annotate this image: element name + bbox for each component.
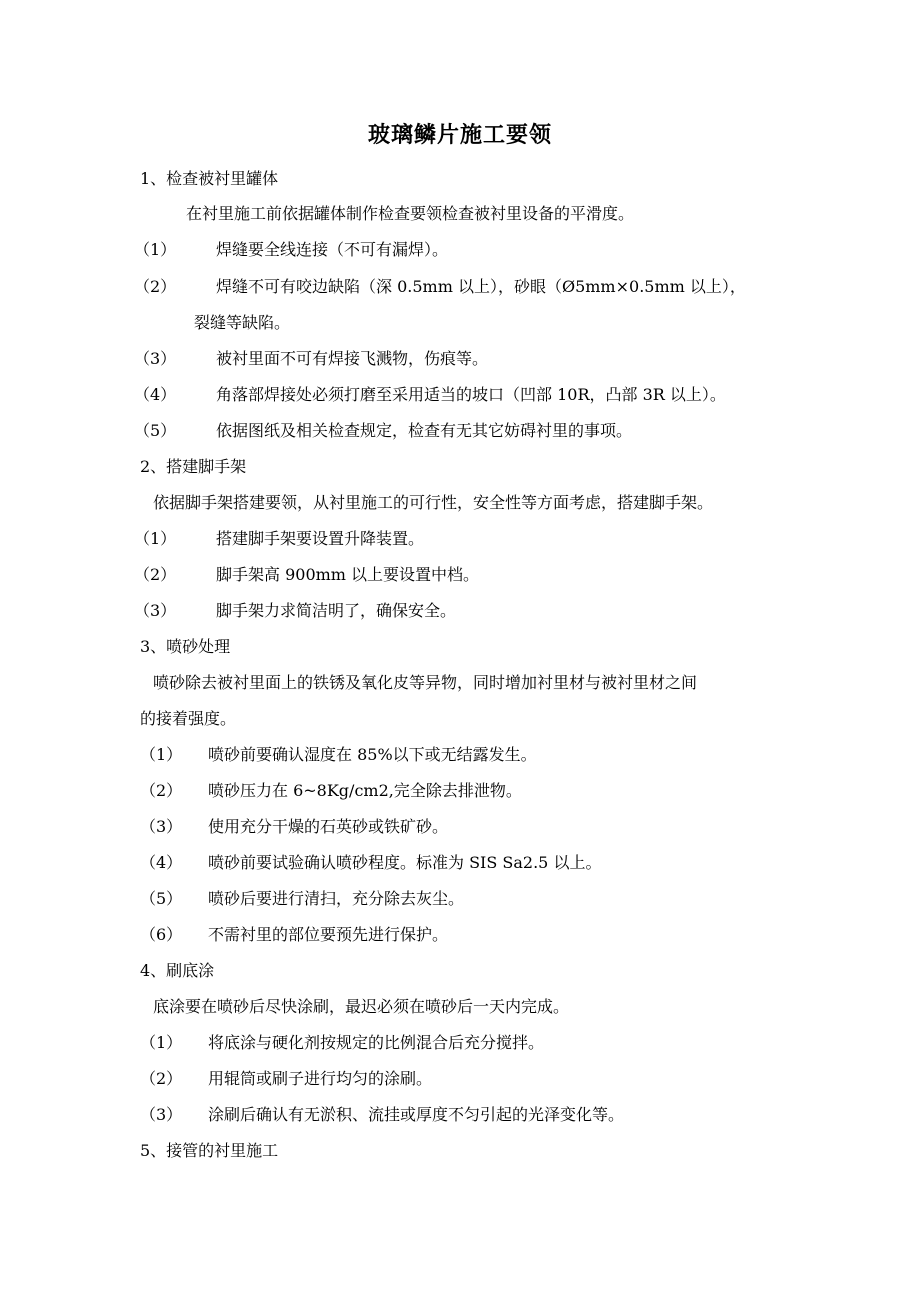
section-3-item-1-text: 喷砂前要确认湿度在 85%以下或无结露发生。 (208, 745, 537, 764)
section-3-item-4-number: （4） (140, 853, 183, 872)
section-1-item-2-text: 焊缝不可有咬边缺陷（深 0.5mm 以上），砂眼（Ø5mm×0.5mm 以上）， (216, 277, 746, 296)
section-4-intro: 底涂要在喷砂后尽快涂刷，最迟必须在喷砂后一天内完成。 (153, 997, 570, 1016)
section-4-item-1-number: （1） (140, 1033, 183, 1052)
section-1-item-1-number: （1） (134, 240, 177, 259)
section-3-item-6-number: （6） (140, 925, 183, 944)
section-1-item-3-text: 被衬里面不可有焊接飞溅物，伤痕等。 (216, 349, 489, 368)
section-2-item-3-text: 脚手架力求简洁明了，确保安全。 (216, 601, 457, 620)
section-4-item-2-number: （2） (140, 1069, 183, 1088)
section-1-item-3-number: （3） (134, 349, 177, 368)
section-1-item-2-continuation: 裂缝等缺陷。 (194, 313, 291, 332)
document-title: 玻璃鳞片施工要领 (367, 123, 552, 148)
section-1-item-4-number: （4） (134, 385, 177, 404)
section-1-item-4-text: 角落部焊接处必须打磨至采用适当的坡口（凹部 10R，凸部 3R 以上）。 (216, 385, 726, 404)
section-2-item-3-number: （3） (134, 601, 177, 620)
section-4-item-2-text: 用辊筒或刷子进行均匀的涂刷。 (208, 1069, 433, 1088)
section-2-item-2-number: （2） (134, 565, 177, 584)
section-4-item-3-text: 涂刷后确认有无淤积、流挂或厚度不匀引起的光泽变化等。 (208, 1105, 625, 1124)
section-2-item-1-text: 搭建脚手架要设置升降装置。 (216, 529, 425, 548)
section-1-item-5-text: 依据图纸及相关检查规定，检查有无其它妨碍衬里的事项。 (216, 421, 633, 440)
section-3-heading: 3、喷砂处理 (140, 637, 231, 656)
section-2-intro: 依据脚手架搭建要领，从衬里施工的可行性，安全性等方面考虑，搭建脚手架。 (153, 493, 714, 512)
section-2-item-1-number: （1） (134, 529, 177, 548)
section-3-item-4-text: 喷砂前要试验确认喷砂程度。标准为 SIS Sa2.5 以上。 (208, 853, 602, 872)
section-5-heading: 5、接管的衬里施工 (140, 1141, 279, 1160)
section-2-heading: 2、搭建脚手架 (140, 457, 247, 476)
section-3-item-2-number: （2） (140, 781, 183, 800)
section-2-item-2-text: 脚手架高 900mm 以上要设置中档。 (216, 565, 480, 584)
section-3-item-3-text: 使用充分干燥的石英砂或铁矿砂。 (208, 817, 449, 836)
section-3-item-3-number: （3） (140, 817, 183, 836)
section-3-item-1-number: （1） (140, 745, 183, 764)
section-3-intro-continuation: 的接着强度。 (140, 709, 237, 728)
section-1-item-1-text: 焊缝要全线连接（不可有漏焊）。 (216, 240, 449, 259)
section-4-item-3-number: （3） (140, 1105, 183, 1124)
section-4-heading: 4、刷底涂 (140, 961, 215, 980)
section-3-item-5-number: （5） (140, 889, 183, 908)
section-4-item-1-text: 将底涂与硬化剂按规定的比例混合后充分搅拌。 (208, 1033, 545, 1052)
section-1-heading: 1、检查被衬里罐体 (140, 169, 279, 188)
section-3-intro: 喷砂除去被衬里面上的铁锈及氧化皮等异物，同时增加衬里材与被衬里材之间 (153, 673, 698, 692)
section-3-item-5-text: 喷砂后要进行清扫，充分除去灰尘。 (208, 889, 465, 908)
section-1-intro: 在衬里施工前依据罐体制作检查要领检查被衬里设备的平滑度。 (186, 204, 635, 223)
section-1-item-5-number: （5） (134, 421, 177, 440)
section-3-item-6-text: 不需衬里的部位要预先进行保护。 (208, 925, 449, 944)
section-3-item-2-text: 喷砂压力在 6~8Kg/cm2,完全除去排泄物。 (208, 781, 522, 800)
section-1-item-2-number: （2） (134, 277, 177, 296)
